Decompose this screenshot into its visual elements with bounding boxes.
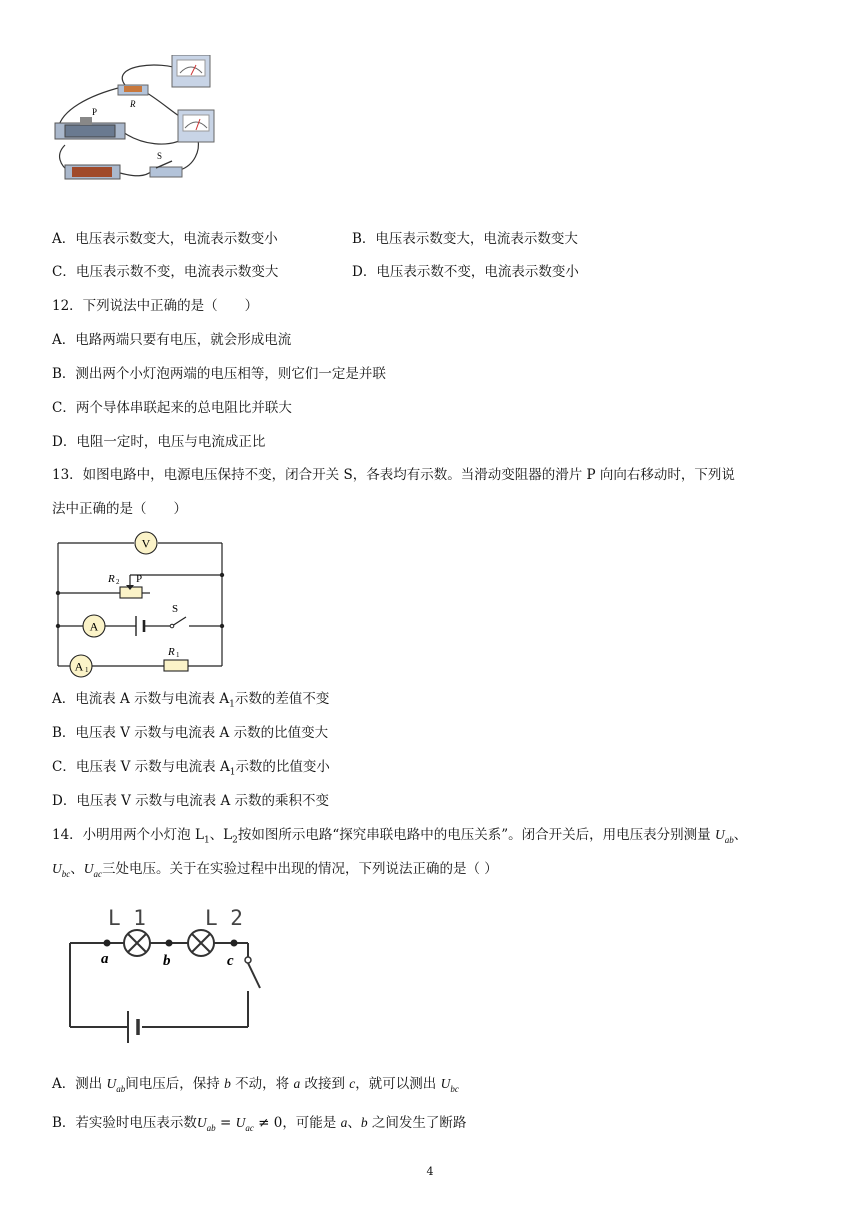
q13-stem-line1: 13．如图电路中，电源电压保持不变，闭合开关 S，各表均有示数。当滑动变阻器的滑片 P 向向右移动时，下列说	[52, 467, 735, 483]
q14-stem-line1: 14．小明用两个小灯泡 $L_1$、$L_2$按如图所示电路“探究串联电路中的电压关系”。闭合开关后，用电压表分别测量 $U_{ab}$、	[52, 827, 748, 846]
page-number: 4	[426, 1165, 434, 1178]
q14-circuit-diagram	[62, 895, 277, 1045]
r2-label: R	[108, 573, 115, 585]
q12-option-a: A．电路两端只要有电压，就会形成电流	[52, 332, 292, 348]
ammeter-a-label: A	[89, 619, 99, 634]
ammeter-a1-label: A	[74, 659, 84, 674]
q13-option-c: C．电压表 V 示数与电流表 $A_1$示数的比值变小	[52, 759, 330, 778]
lamp-l2-label: L 2	[205, 906, 243, 930]
point-a-label: a	[101, 951, 109, 967]
ammeter-a1-sub: 1	[85, 666, 89, 674]
r1-sub: 1	[176, 651, 180, 659]
lamp-l1-label: L 1	[108, 906, 146, 930]
q13-option-a: A．电流表 A 示数与电流表 $A_1$示数的差值不变	[52, 691, 330, 710]
q11-option-d: D．电压表示数不变，电流表示数变小	[352, 264, 579, 280]
q13-circuit-diagram	[50, 528, 235, 678]
slider-p-label: P	[136, 573, 143, 585]
q12-stem: 12．下列说法中正确的是（ ）	[52, 298, 259, 314]
switch-s-label: S	[157, 151, 163, 161]
switch-s-label: S	[172, 603, 179, 615]
point-c-label: c	[227, 953, 234, 969]
point-b-label: b	[163, 953, 171, 969]
apparatus-photo	[50, 55, 220, 185]
q12-option-b: B．测出两个小灯泡两端的电压相等，则它们一定是并联	[52, 366, 386, 382]
resistor-r-label: R	[130, 99, 136, 109]
q14-stem-line2: $U_{bc}$、$U_{ac}$三处电压。关于在实验过程中出现的情况，下列说法正确的是（ ）	[52, 861, 498, 879]
q13-option-d: D．电压表 V 示数与电流表 A 示数的乘积不变	[52, 793, 329, 809]
q13-option-b: B．电压表 V 示数与电流表 A 示数的比值变大	[52, 725, 329, 741]
voltmeter-v-label: V	[141, 536, 151, 551]
q12-option-c: C．两个导体串联起来的总电阻比并联大	[52, 400, 292, 416]
slider-p-label: P	[92, 107, 98, 117]
q14-option-b: B．若实验时电压表示数$U_{ab} = U_{ac} \ne 0$，可能是 a、b 之间发生了断路	[52, 1115, 467, 1133]
q11-option-c: C．电压表示数不变，电流表示数变大	[52, 264, 279, 280]
q11-option-a: A．电压表示数变大，电流表示数变小	[52, 231, 278, 247]
q13-stem-line2: 法中正确的是（ ）	[52, 501, 187, 517]
q12-option-d: D．电阻一定时，电压与电流成正比	[52, 434, 266, 450]
q14-option-a: A．测出 $U_{ab}$间电压后，保持 b 不动，将 a 改接到 c，就可以测出 $U_{bc}$	[52, 1076, 459, 1094]
r2-sub: 2	[116, 578, 120, 586]
q11-option-b: B．电压表示数变大，电流表示数变大	[352, 231, 578, 247]
r1-label: R	[168, 646, 175, 658]
